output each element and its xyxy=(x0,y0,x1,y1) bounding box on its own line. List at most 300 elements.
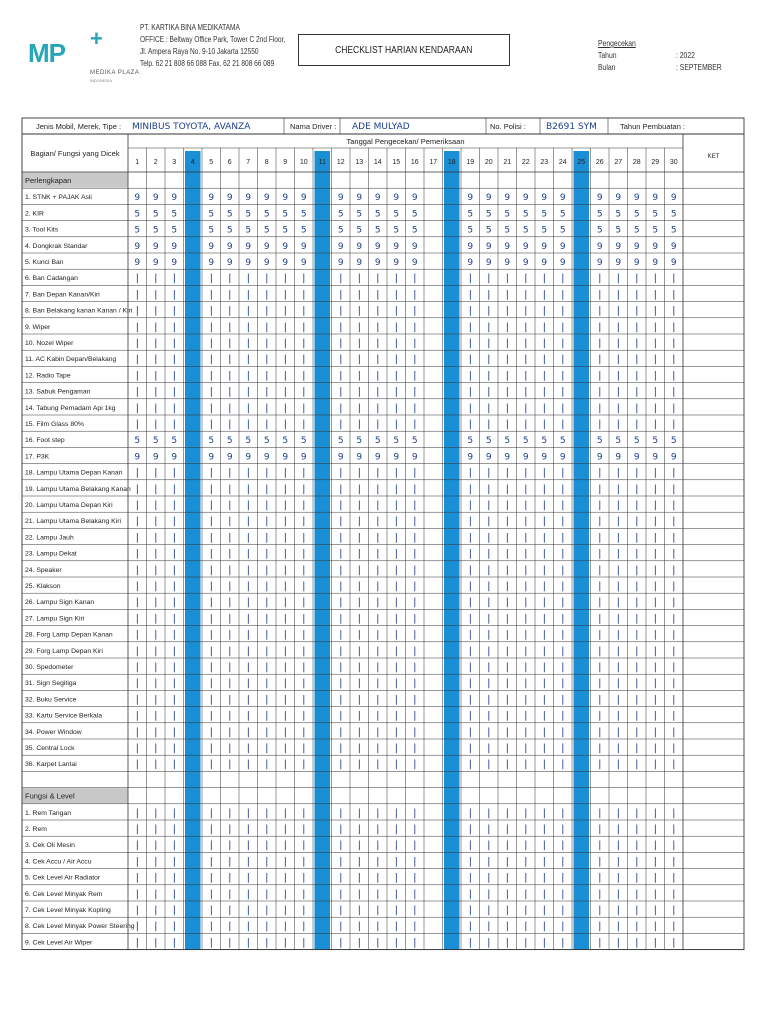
check-mark: | xyxy=(283,419,287,430)
check-mark: | xyxy=(357,613,361,625)
check-mark: | xyxy=(542,273,546,285)
checklist-item-label: 15. Film Glass 80% xyxy=(25,421,84,428)
check-mark: | xyxy=(413,824,417,835)
check-mark: | xyxy=(339,888,343,900)
check-mark: | xyxy=(228,386,232,398)
check-mark: | xyxy=(672,483,676,495)
check-mark: | xyxy=(468,548,472,560)
check-mark: | xyxy=(505,564,509,576)
check-mark: | xyxy=(302,597,306,609)
check-mark: | xyxy=(154,629,158,641)
check-mark: | xyxy=(635,564,639,576)
check-mark: | xyxy=(339,840,343,852)
check-mark: | xyxy=(154,613,158,625)
check-mark: | xyxy=(154,467,158,479)
check-mark: | xyxy=(413,726,417,738)
check-mark: | xyxy=(653,888,657,900)
check-mark: | xyxy=(357,402,361,414)
month-label: Bulan xyxy=(598,63,616,72)
check-mark: | xyxy=(524,386,528,398)
check-mark: | xyxy=(265,872,269,884)
check-mark: | xyxy=(524,419,528,430)
check-mark: 5 xyxy=(356,225,363,236)
check-mark: | xyxy=(302,743,306,754)
check-mark: | xyxy=(302,759,306,771)
check-mark: | xyxy=(616,921,620,933)
check-mark: 9 xyxy=(467,258,474,268)
check-mark: 5 xyxy=(615,436,622,447)
check-mark: | xyxy=(672,678,676,690)
check-mark: | xyxy=(487,662,491,673)
logo-mark: MP xyxy=(28,38,65,68)
check-mark: | xyxy=(598,419,602,430)
day-header-5: 5 xyxy=(209,159,214,166)
check-mark: | xyxy=(339,419,343,430)
check-mark: | xyxy=(209,483,213,495)
check-mark: 9 xyxy=(541,258,548,268)
check-mark: | xyxy=(376,743,380,754)
check-mark: | xyxy=(653,500,657,511)
check-mark: | xyxy=(209,386,213,398)
check-mark: 5 xyxy=(356,436,363,447)
check-mark: | xyxy=(542,581,546,592)
check-mark: | xyxy=(209,419,213,430)
check-mark: | xyxy=(394,419,398,430)
check-mark: | xyxy=(376,289,380,301)
check-mark: | xyxy=(487,710,491,722)
checklist-item-label: 23. Lampu Dekat xyxy=(25,550,77,558)
check-mark: 5 xyxy=(152,209,159,220)
check-mark: 5 xyxy=(226,436,233,447)
check-mark: | xyxy=(635,338,639,349)
checklist-item-label: 8. Cek Level Minyak Power Steering xyxy=(25,923,135,931)
check-mark: | xyxy=(172,888,176,900)
plate-label: No. Polisi : xyxy=(490,122,526,131)
check-mark: | xyxy=(653,548,657,560)
check-mark: | xyxy=(468,467,472,479)
check-mark: | xyxy=(209,905,213,916)
logo-brand: MEDIKA PLAZA xyxy=(90,70,140,76)
checklist-item-label: 3. Tool Kits xyxy=(25,226,59,234)
check-mark: 5 xyxy=(541,209,548,220)
check-mark: | xyxy=(413,856,417,868)
check-mark: 5 xyxy=(208,225,215,236)
check-mark: | xyxy=(487,597,491,609)
check-mark: | xyxy=(394,321,398,333)
check-mark: 5 xyxy=(393,209,400,220)
check-mark: | xyxy=(487,807,491,819)
check-mark: | xyxy=(413,581,417,592)
check-mark: | xyxy=(635,888,639,900)
check-mark: | xyxy=(487,321,491,333)
check-mark: | xyxy=(302,872,306,884)
check-mark: | xyxy=(468,370,472,382)
check-mark: | xyxy=(524,273,528,285)
check-mark: 9 xyxy=(282,452,289,463)
check-mark: 9 xyxy=(652,452,659,463)
check-mark: 9 xyxy=(134,241,141,252)
check-mark: | xyxy=(413,710,417,722)
check-mark: | xyxy=(154,548,158,560)
check-mark: | xyxy=(376,824,380,835)
check-mark: | xyxy=(561,662,565,673)
check-mark: | xyxy=(394,386,398,398)
check-mark: 9 xyxy=(670,452,677,463)
check-mark: | xyxy=(246,629,250,641)
check-mark: | xyxy=(616,662,620,673)
check-mark: | xyxy=(209,305,213,317)
check-mark: | xyxy=(172,872,176,884)
check-mark: | xyxy=(468,645,472,657)
check-mark: | xyxy=(302,694,306,706)
check-mark: | xyxy=(154,386,158,398)
checklist-item-label: 30. Spedometer xyxy=(25,664,74,671)
check-mark: 9 xyxy=(504,258,511,268)
check-mark: | xyxy=(616,888,620,900)
check-mark: | xyxy=(635,467,639,479)
check-mark: 9 xyxy=(208,193,215,204)
check-mark: 5 xyxy=(226,209,233,220)
check-mark: | xyxy=(413,905,417,916)
check-mark: | xyxy=(413,354,417,366)
check-mark: 5 xyxy=(559,436,566,447)
check-mark: | xyxy=(135,694,139,706)
check-mark: | xyxy=(598,905,602,916)
check-mark: | xyxy=(172,678,176,690)
check-mark: | xyxy=(394,759,398,771)
day-header-7: 7 xyxy=(246,159,251,166)
check-mark: | xyxy=(172,321,176,333)
check-mark: 9 xyxy=(337,258,344,268)
check-mark: | xyxy=(394,905,398,916)
check-mark: | xyxy=(283,710,287,722)
check-mark: | xyxy=(283,726,287,738)
check-mark: | xyxy=(246,645,250,657)
day-header-1: 1 xyxy=(135,159,140,166)
check-mark: 9 xyxy=(670,241,677,252)
check-mark: | xyxy=(135,678,139,690)
check-mark: | xyxy=(598,662,602,673)
check-mark: 5 xyxy=(226,225,233,236)
check-mark: | xyxy=(524,678,528,690)
check-mark: 9 xyxy=(633,452,640,463)
check-mark: | xyxy=(172,289,176,301)
check-mark: | xyxy=(357,305,361,317)
check-mark: | xyxy=(672,419,676,430)
check-mark: | xyxy=(413,500,417,511)
check-mark: | xyxy=(357,662,361,673)
check-mark: | xyxy=(505,905,509,916)
check-mark: | xyxy=(265,564,269,576)
check-mark: | xyxy=(598,532,602,544)
check-mark: 5 xyxy=(134,225,141,236)
check-mark: | xyxy=(228,856,232,868)
check-mark: | xyxy=(468,419,472,430)
check-mark: | xyxy=(653,354,657,366)
check-mark: | xyxy=(154,888,158,900)
check-mark: 5 xyxy=(374,225,381,236)
check-mark: | xyxy=(135,824,139,835)
check-mark: | xyxy=(616,273,620,285)
check-mark: | xyxy=(246,500,250,511)
check-mark: | xyxy=(172,548,176,560)
check-mark: 9 xyxy=(485,452,492,463)
company-name: PT. KARTIKA BINA MEDIKATAMA xyxy=(140,23,240,32)
check-mark: | xyxy=(302,726,306,738)
check-mark: | xyxy=(561,467,565,479)
check-mark: | xyxy=(339,564,343,576)
check-mark: | xyxy=(505,840,509,852)
checklist-item-label: 19. Lampu Utama Belakang Kanan xyxy=(25,485,131,493)
check-mark: 5 xyxy=(337,225,344,236)
check-mark: 9 xyxy=(300,241,307,252)
check-mark: | xyxy=(228,613,232,625)
check-mark: | xyxy=(394,516,398,528)
check-mark: | xyxy=(228,872,232,884)
check-mark: | xyxy=(246,532,250,544)
check-mark: | xyxy=(283,905,287,916)
check-mark: | xyxy=(357,807,361,819)
check-mark: | xyxy=(505,419,509,430)
check-mark: | xyxy=(487,678,491,690)
check-mark: | xyxy=(468,824,472,835)
check-mark: | xyxy=(542,548,546,560)
check-mark: | xyxy=(616,354,620,366)
check-mark: | xyxy=(376,597,380,609)
checklist-item-label: 6. Cek Level Minyak Rem xyxy=(25,890,103,898)
check-mark: | xyxy=(561,888,565,900)
check-mark: | xyxy=(468,694,472,706)
check-mark: | xyxy=(635,273,639,285)
check-mark: | xyxy=(302,840,306,852)
check-mark: | xyxy=(154,856,158,868)
check-mark: 9 xyxy=(374,241,381,252)
check-mark: | xyxy=(246,386,250,398)
check-mark: | xyxy=(487,629,491,641)
check-mark: | xyxy=(524,824,528,835)
check-mark: | xyxy=(468,629,472,641)
check-mark: | xyxy=(339,289,343,301)
check-mark: | xyxy=(413,678,417,690)
check-mark: | xyxy=(653,629,657,641)
check-mark: 5 xyxy=(134,209,141,220)
check-mark: | xyxy=(542,532,546,544)
check-mark: | xyxy=(339,905,343,916)
check-mark: | xyxy=(524,532,528,544)
check-mark: 9 xyxy=(541,452,548,463)
day-header-19: 19 xyxy=(466,159,475,166)
check-mark: | xyxy=(209,354,213,366)
check-mark: | xyxy=(542,710,546,722)
check-mark: | xyxy=(339,338,343,349)
check-mark: | xyxy=(672,872,676,884)
day-header-29: 29 xyxy=(651,159,660,166)
check-mark: | xyxy=(598,321,602,333)
check-mark: | xyxy=(228,840,232,852)
check-mark: | xyxy=(376,921,380,933)
check-mark: | xyxy=(561,402,565,414)
check-mark: 9 xyxy=(356,452,363,463)
check-mark: 5 xyxy=(633,225,640,236)
check-mark: | xyxy=(616,532,620,544)
check-mark: | xyxy=(135,564,139,576)
check-mark: | xyxy=(635,937,639,949)
check-mark: 5 xyxy=(171,209,178,220)
check-mark: | xyxy=(468,532,472,544)
year-value: : 2022 xyxy=(676,51,695,60)
check-mark: 5 xyxy=(411,209,418,220)
check-mark: | xyxy=(524,726,528,738)
check-mark: 5 xyxy=(282,209,289,220)
check-mark: | xyxy=(635,629,639,641)
check-mark: | xyxy=(487,354,491,366)
check-mark: | xyxy=(598,629,602,641)
check-mark: | xyxy=(635,305,639,317)
check-mark: | xyxy=(339,581,343,592)
check-mark: 9 xyxy=(356,193,363,204)
check-mark: | xyxy=(561,710,565,722)
check-mark: | xyxy=(209,370,213,382)
check-mark: | xyxy=(413,516,417,528)
check-mark: | xyxy=(394,273,398,285)
check-mark: 5 xyxy=(522,225,529,236)
check-mark: | xyxy=(653,856,657,868)
check-mark: | xyxy=(542,483,546,495)
check-mark: | xyxy=(246,726,250,738)
day-header-18: 18 xyxy=(447,159,456,166)
check-mark: | xyxy=(339,597,343,609)
check-mark: | xyxy=(394,581,398,592)
check-mark: | xyxy=(265,710,269,722)
check-mark: | xyxy=(394,662,398,673)
check-mark: | xyxy=(672,564,676,576)
check-mark: | xyxy=(468,402,472,414)
check-mark: | xyxy=(487,905,491,916)
check-mark: 9 xyxy=(615,241,622,252)
check-mark: | xyxy=(357,678,361,690)
check-mark: 9 xyxy=(393,258,400,268)
check-mark: 5 xyxy=(300,436,307,447)
check-mark: | xyxy=(487,564,491,576)
check-mark: | xyxy=(172,338,176,349)
check-mark: | xyxy=(505,581,509,592)
check-mark: | xyxy=(376,710,380,722)
check-mark: 5 xyxy=(356,209,363,220)
check-mark: | xyxy=(265,613,269,625)
day-header-14: 14 xyxy=(373,159,382,166)
check-mark: | xyxy=(209,937,213,949)
check-mark: | xyxy=(672,629,676,641)
check-mark: | xyxy=(265,905,269,916)
check-mark: 9 xyxy=(596,241,603,252)
check-mark: | xyxy=(265,662,269,673)
check-mark: | xyxy=(505,516,509,528)
check-mark: | xyxy=(302,289,306,301)
check-mark: 5 xyxy=(467,209,474,220)
check-mark: 5 xyxy=(504,436,511,447)
check-mark: | xyxy=(376,678,380,690)
check-mark: | xyxy=(635,807,639,819)
check-mark: | xyxy=(672,532,676,544)
check-mark: | xyxy=(598,273,602,285)
check-mark: | xyxy=(339,645,343,657)
check-mark: | xyxy=(561,338,565,349)
check-mark: | xyxy=(653,921,657,933)
check-mark: | xyxy=(672,759,676,771)
check-mark: | xyxy=(394,467,398,479)
check-mark: 9 xyxy=(226,258,233,268)
check-mark: | xyxy=(394,807,398,819)
check-mark: 5 xyxy=(208,436,215,447)
check-mark: | xyxy=(487,419,491,430)
check-mark: | xyxy=(524,759,528,771)
check-mark: | xyxy=(653,402,657,414)
check-mark: | xyxy=(524,597,528,609)
check-mark: | xyxy=(487,759,491,771)
check-mark: | xyxy=(413,483,417,495)
check-mark: | xyxy=(283,532,287,544)
check-mark: 9 xyxy=(467,193,474,204)
company-address: Jl. Ampera Raya No. 9-10 Jakarta 12550 xyxy=(140,47,259,56)
check-mark: | xyxy=(228,354,232,366)
check-mark: | xyxy=(376,354,380,366)
check-mark: | xyxy=(265,937,269,949)
check-mark: | xyxy=(487,840,491,852)
check-mark: | xyxy=(228,629,232,641)
check-mark: | xyxy=(598,386,602,398)
day-header-23: 23 xyxy=(540,159,549,166)
check-mark: | xyxy=(468,872,472,884)
year-label: Tahun xyxy=(598,51,617,60)
check-mark: | xyxy=(283,500,287,511)
check-mark: | xyxy=(487,743,491,754)
check-mark: | xyxy=(394,629,398,641)
check-mark: | xyxy=(246,354,250,366)
check-mark: | xyxy=(616,726,620,738)
check-mark: | xyxy=(394,743,398,754)
check-mark: | xyxy=(635,921,639,933)
check-mark: 9 xyxy=(522,193,529,204)
check-mark: | xyxy=(616,824,620,835)
check-mark: | xyxy=(135,840,139,852)
check-mark: | xyxy=(394,921,398,933)
check-mark: | xyxy=(542,662,546,673)
check-mark: | xyxy=(209,824,213,835)
check-mark: | xyxy=(505,759,509,771)
check-mark: 9 xyxy=(226,452,233,463)
check-mark: | xyxy=(598,467,602,479)
check-mark: | xyxy=(265,402,269,414)
check-mark: | xyxy=(524,888,528,900)
check-mark: | xyxy=(357,840,361,852)
check-mark: | xyxy=(635,694,639,706)
check-mark: | xyxy=(616,564,620,576)
check-mark: | xyxy=(376,467,380,479)
check-mark: | xyxy=(672,402,676,414)
check-mark: 9 xyxy=(411,193,418,204)
check-mark: 9 xyxy=(152,452,159,463)
check-mark: | xyxy=(302,370,306,382)
day-header-2: 2 xyxy=(153,159,158,166)
check-mark: | xyxy=(394,888,398,900)
check-mark: | xyxy=(339,516,343,528)
check-mark: | xyxy=(172,710,176,722)
check-mark: | xyxy=(154,937,158,949)
check-mark: | xyxy=(468,289,472,301)
check-mark: | xyxy=(135,386,139,398)
check-mark: | xyxy=(616,386,620,398)
check-mark: | xyxy=(505,824,509,835)
